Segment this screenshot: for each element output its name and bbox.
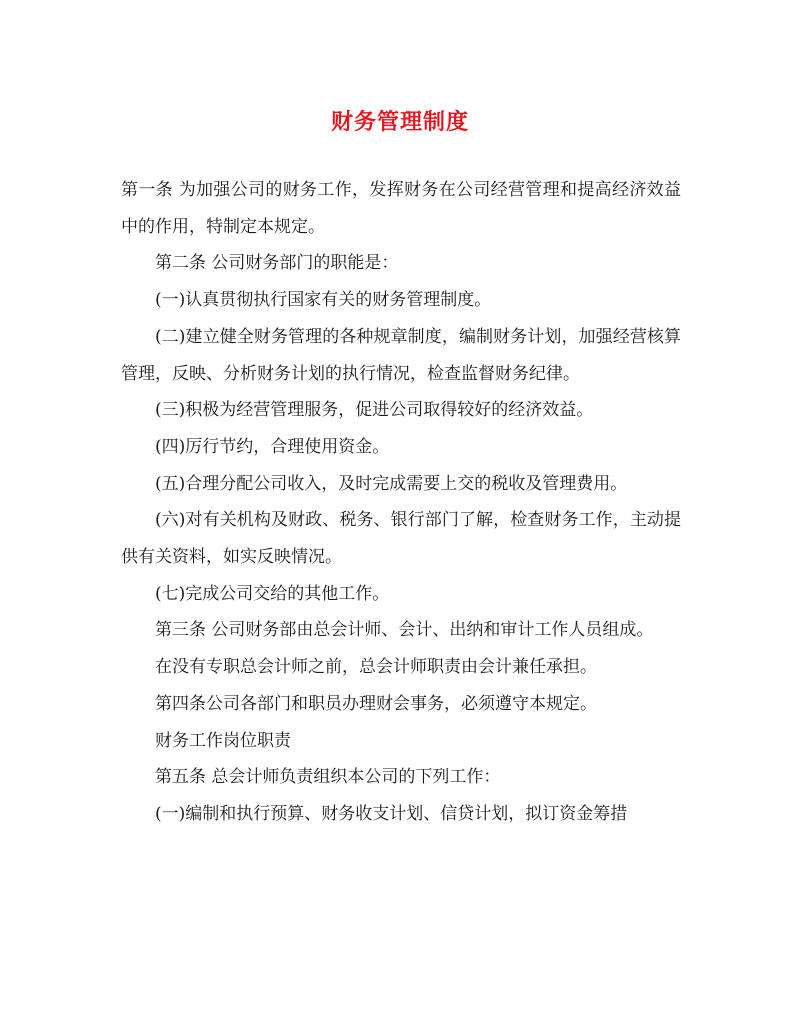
paragraph-item-5: (五)合理分配公司收入，及时完成需要上交的税收及管理费用。 — [155, 473, 628, 494]
paragraph-article-1: 第一条 为加强公司的财务工作，发挥财务在公司经营管理和提高经济效益中的作用，特制定本规定。 — [121, 180, 681, 237]
paragraph-item-7: (七)完成公司交给的其他工作。 — [155, 583, 390, 604]
paragraph-item-3: (三)积极为经营管理服务，促进公司取得较好的经济效益。 — [155, 400, 594, 421]
section-heading: 财务工作岗位职责 — [155, 730, 291, 751]
paragraph-item-2: (二)建立健全财务管理的各种规章制度，编制财务计划，加强经营核算管理，反映、分析财务计划的执行情况，检查监督财务纪律。 — [121, 326, 681, 384]
paragraph-article-5-item-1: (一)编制和执行预算、财务收支计划、信贷计划，拟订资金筹措 — [155, 803, 628, 824]
paragraph-article-5: 第五条 总会计师负责组织本公司的下列工作： — [155, 767, 501, 788]
paragraph-item-6: (六)对有关机构及财政、税务、银行部门了解，检查财务工作，主动提供有关资料，如实反映情况。 — [121, 510, 681, 568]
paragraph-item-4: (四)厉行节约，合理使用资金。 — [155, 436, 390, 457]
paragraph-article-2: 第二条 公司财务部门的职能是： — [155, 253, 399, 274]
paragraph-note: 在没有专职总会计师之前，总会计师职责由会计兼任承担。 — [155, 657, 597, 678]
paragraph-article-3: 第三条 公司财务部由总会计师、会计、出纳和审计工作人员组成。 — [155, 620, 654, 641]
paragraph-item-1: (一)认真贯彻执行国家有关的财务管理制度。 — [155, 290, 492, 311]
document-title: 财务管理制度 — [330, 109, 469, 135]
document-body — [121, 172, 681, 833]
paragraph-article-4: 第四条公司各部门和职员办理财会事务，必须遵守本规定。 — [155, 693, 597, 714]
